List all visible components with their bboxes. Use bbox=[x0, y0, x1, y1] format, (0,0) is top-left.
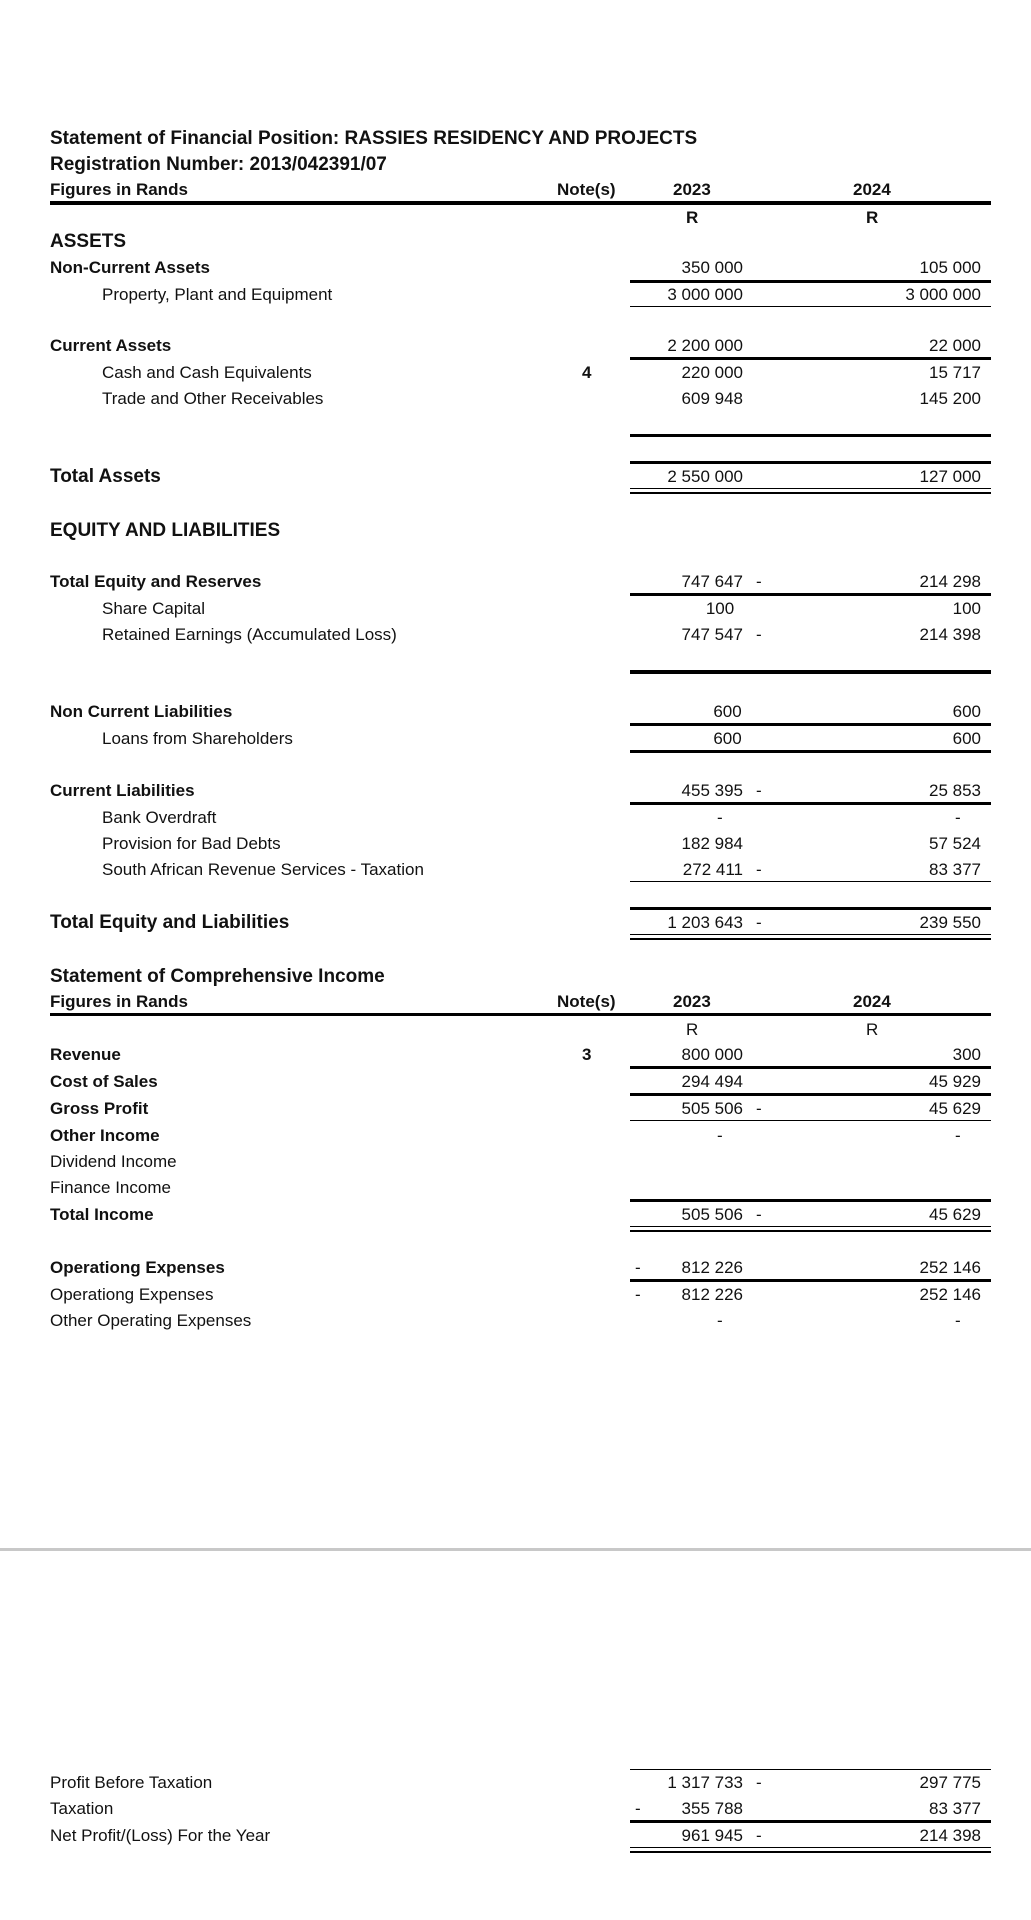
gross-profit-2024: 45 629 bbox=[929, 1099, 981, 1118]
gross-profit-label: Gross Profit bbox=[50, 1099, 149, 1118]
total-assets-2023: 2 550 000 bbox=[667, 467, 743, 486]
other-operating-expenses-2024: - bbox=[955, 1311, 961, 1330]
other-operating-expenses-label: Other Operating Expenses bbox=[50, 1311, 252, 1330]
rule bbox=[630, 593, 991, 596]
cash-label: Cash and Cash Equivalents bbox=[102, 363, 312, 382]
sci-header-rule bbox=[50, 1013, 991, 1016]
dividend-income-label: Dividend Income bbox=[50, 1152, 177, 1171]
negative-sign: - bbox=[756, 913, 762, 932]
rule bbox=[630, 1769, 991, 1770]
share-capital-label: Share Capital bbox=[102, 599, 206, 618]
sci-figures-label: Figures in Rands bbox=[50, 992, 188, 1011]
profit-before-tax-2024: 297 775 bbox=[919, 1773, 981, 1792]
currency-2023: R bbox=[686, 208, 699, 227]
non-current-liabilities-label: Non Current Liabilities bbox=[50, 702, 233, 721]
other-operating-expenses-2023: - bbox=[717, 1311, 723, 1330]
cost-of-sales-label: Cost of Sales bbox=[50, 1072, 158, 1091]
negative-sign: - bbox=[635, 1285, 641, 1304]
rule bbox=[630, 280, 991, 283]
total-income-2023: 505 506 bbox=[681, 1205, 743, 1224]
rule bbox=[630, 1093, 991, 1096]
finance-income-label: Finance Income bbox=[50, 1178, 171, 1197]
rule bbox=[630, 306, 991, 307]
sci-year-2024-header: 2024 bbox=[853, 992, 891, 1011]
sci-currency-2024: R bbox=[866, 1020, 879, 1039]
non-current-assets-2023: 350 000 bbox=[681, 258, 743, 277]
share-capital-2024: 100 bbox=[952, 599, 981, 618]
current-assets-2024: 22 000 bbox=[929, 336, 981, 355]
operating-expenses-heading: Operationg Expenses bbox=[50, 1258, 225, 1277]
taxation-2024: 83 377 bbox=[929, 1799, 981, 1818]
ppe-2024: 3 000 000 bbox=[905, 285, 981, 304]
negative-sign: - bbox=[756, 625, 762, 644]
total-income-2024: 45 629 bbox=[929, 1205, 981, 1224]
other-income-label: Other Income bbox=[50, 1126, 160, 1145]
double-rule bbox=[630, 1851, 991, 1853]
total-assets-label: Total Assets bbox=[50, 466, 161, 487]
operating-expenses-2024: 252 146 bbox=[919, 1285, 981, 1304]
rule bbox=[630, 670, 991, 674]
sci-notes-header: Note(s) bbox=[557, 992, 616, 1011]
rule bbox=[630, 1120, 991, 1121]
year-2023-header: 2023 bbox=[673, 180, 711, 199]
loans-label: Loans from Shareholders bbox=[102, 729, 293, 748]
non-current-assets-label: Non-Current Assets bbox=[50, 258, 210, 277]
revenue-2023: 800 000 bbox=[681, 1045, 743, 1064]
retained-earnings-2024: 214 398 bbox=[919, 625, 981, 644]
rule bbox=[630, 907, 991, 910]
negative-sign: - bbox=[756, 781, 762, 800]
loans-2023: 600 bbox=[713, 729, 742, 748]
trade-receivables-2024: 145 200 bbox=[919, 389, 981, 408]
net-profit-2023: 961 945 bbox=[681, 1826, 743, 1845]
profit-before-tax-label: Profit Before Taxation bbox=[50, 1773, 213, 1792]
notes-header: Note(s) bbox=[557, 180, 616, 199]
cash-2024: 15 717 bbox=[929, 363, 981, 382]
negative-sign: - bbox=[756, 572, 762, 591]
bad-debts-2023: 182 984 bbox=[681, 834, 743, 853]
non-current-liabilities-2023: 600 bbox=[713, 702, 742, 721]
operating-expenses-heading-2023: 812 226 bbox=[681, 1258, 743, 1277]
total-equity-reserves-2023: 747 647 bbox=[681, 572, 743, 591]
sars-2023: 272 411 bbox=[682, 860, 743, 879]
page-title: Statement of Financial Position: RASSIES RESIDENCY AND PROJECTS bbox=[50, 128, 698, 149]
total-income-label: Total Income bbox=[50, 1205, 154, 1224]
loans-2024: 600 bbox=[952, 729, 981, 748]
double-rule bbox=[630, 938, 991, 940]
retained-earnings-2023: 747 547 bbox=[681, 625, 743, 644]
cost-of-sales-2024: 45 929 bbox=[929, 1072, 981, 1091]
non-current-liabilities-2024: 600 bbox=[952, 702, 981, 721]
bad-debts-label: Provision for Bad Debts bbox=[102, 834, 281, 853]
revenue-note: 3 bbox=[582, 1045, 592, 1064]
total-equity-reserves-label: Total Equity and Reserves bbox=[50, 572, 262, 591]
operating-expenses-2023: 812 226 bbox=[681, 1285, 743, 1304]
total-equity-liabilities-2023: 1 203 643 bbox=[667, 913, 743, 932]
net-profit-2024: 214 398 bbox=[919, 1826, 981, 1845]
current-assets-label: Current Assets bbox=[50, 336, 172, 355]
bank-overdraft-label: Bank Overdraft bbox=[102, 808, 217, 827]
total-assets-2024: 127 000 bbox=[919, 467, 981, 486]
current-liabilities-2024: 25 853 bbox=[929, 781, 981, 800]
share-capital-2023: 100 bbox=[705, 599, 735, 618]
total-equity-liabilities-2024: 239 550 bbox=[919, 913, 981, 932]
double-rule bbox=[630, 492, 991, 494]
double-rule bbox=[630, 934, 991, 935]
sars-label: South African Revenue Services - Taxation bbox=[102, 860, 424, 879]
rule bbox=[630, 723, 991, 726]
rule bbox=[630, 802, 991, 805]
bad-debts-2024: 57 524 bbox=[929, 834, 981, 853]
other-income-2023: - bbox=[717, 1126, 723, 1145]
total-equity-reserves-2024: 214 298 bbox=[919, 572, 981, 591]
figures-label: Figures in Rands bbox=[50, 180, 188, 199]
cash-2023: 220 000 bbox=[681, 363, 743, 382]
negative-sign: - bbox=[635, 1258, 641, 1277]
assets-heading: ASSETS bbox=[50, 231, 127, 252]
other-income-2024: - bbox=[955, 1126, 961, 1145]
revenue-label: Revenue bbox=[50, 1045, 121, 1064]
bank-overdraft-2024: - bbox=[955, 808, 961, 827]
non-current-assets-2024: 105 000 bbox=[919, 258, 981, 277]
negative-sign: - bbox=[756, 1205, 762, 1224]
double-rule bbox=[630, 488, 991, 489]
ppe-label: Property, Plant and Equipment bbox=[102, 285, 333, 304]
operating-expenses-heading-2024: 252 146 bbox=[919, 1258, 981, 1277]
double-rule bbox=[630, 1226, 991, 1227]
rule bbox=[630, 1279, 991, 1282]
equity-heading: EQUITY AND LIABILITIES bbox=[50, 520, 281, 541]
rule bbox=[630, 1820, 991, 1823]
double-rule bbox=[630, 1230, 991, 1232]
page-separator bbox=[0, 1548, 1031, 1551]
bank-overdraft-2023: - bbox=[717, 808, 723, 827]
rule bbox=[630, 1066, 991, 1069]
trade-receivables-label: Trade and Other Receivables bbox=[102, 389, 324, 408]
negative-sign: - bbox=[756, 860, 762, 879]
sars-2024: 83 377 bbox=[929, 860, 981, 879]
operating-expenses-label: Operationg Expenses bbox=[50, 1285, 214, 1304]
current-liabilities-2023: 455 395 bbox=[681, 781, 743, 800]
retained-earnings-label: Retained Earnings (Accumulated Loss) bbox=[102, 625, 397, 644]
registration-number: Registration Number: 2013/042391/07 bbox=[50, 154, 387, 175]
current-liabilities-label: Current Liabilities bbox=[50, 781, 195, 800]
double-rule bbox=[630, 1847, 991, 1848]
total-equity-liabilities-label: Total Equity and Liabilities bbox=[50, 912, 290, 933]
current-assets-2023: 2 200 000 bbox=[667, 336, 743, 355]
ppe-2023: 3 000 000 bbox=[667, 285, 743, 304]
rule bbox=[630, 461, 991, 464]
sci-year-2023-header: 2023 bbox=[673, 992, 711, 1011]
rule bbox=[630, 434, 991, 437]
taxation-2023: 355 788 bbox=[681, 1799, 743, 1818]
cost-of-sales-2023: 294 494 bbox=[681, 1072, 743, 1091]
sci-currency-2023: R bbox=[686, 1020, 699, 1039]
taxation-label: Taxation bbox=[50, 1799, 114, 1818]
header-rule bbox=[50, 201, 991, 205]
rule bbox=[630, 1199, 991, 1202]
profit-before-tax-2023: 1 317 733 bbox=[667, 1773, 743, 1792]
revenue-2024: 300 bbox=[952, 1045, 981, 1064]
income-statement-title: Statement of Comprehensive Income bbox=[50, 966, 385, 987]
cash-note: 4 bbox=[582, 363, 592, 382]
negative-sign: - bbox=[635, 1799, 641, 1818]
trade-receivables-2023: 609 948 bbox=[681, 389, 743, 408]
rule bbox=[630, 750, 991, 753]
negative-sign: - bbox=[756, 1099, 762, 1118]
currency-2024: R bbox=[866, 208, 879, 227]
year-2024-header: 2024 bbox=[853, 180, 891, 199]
negative-sign: - bbox=[756, 1826, 762, 1845]
rule bbox=[630, 357, 991, 360]
rule bbox=[630, 881, 991, 882]
gross-profit-2023: 505 506 bbox=[681, 1099, 743, 1118]
negative-sign: - bbox=[756, 1773, 762, 1792]
net-profit-label: Net Profit/(Loss) For the Year bbox=[50, 1826, 271, 1845]
